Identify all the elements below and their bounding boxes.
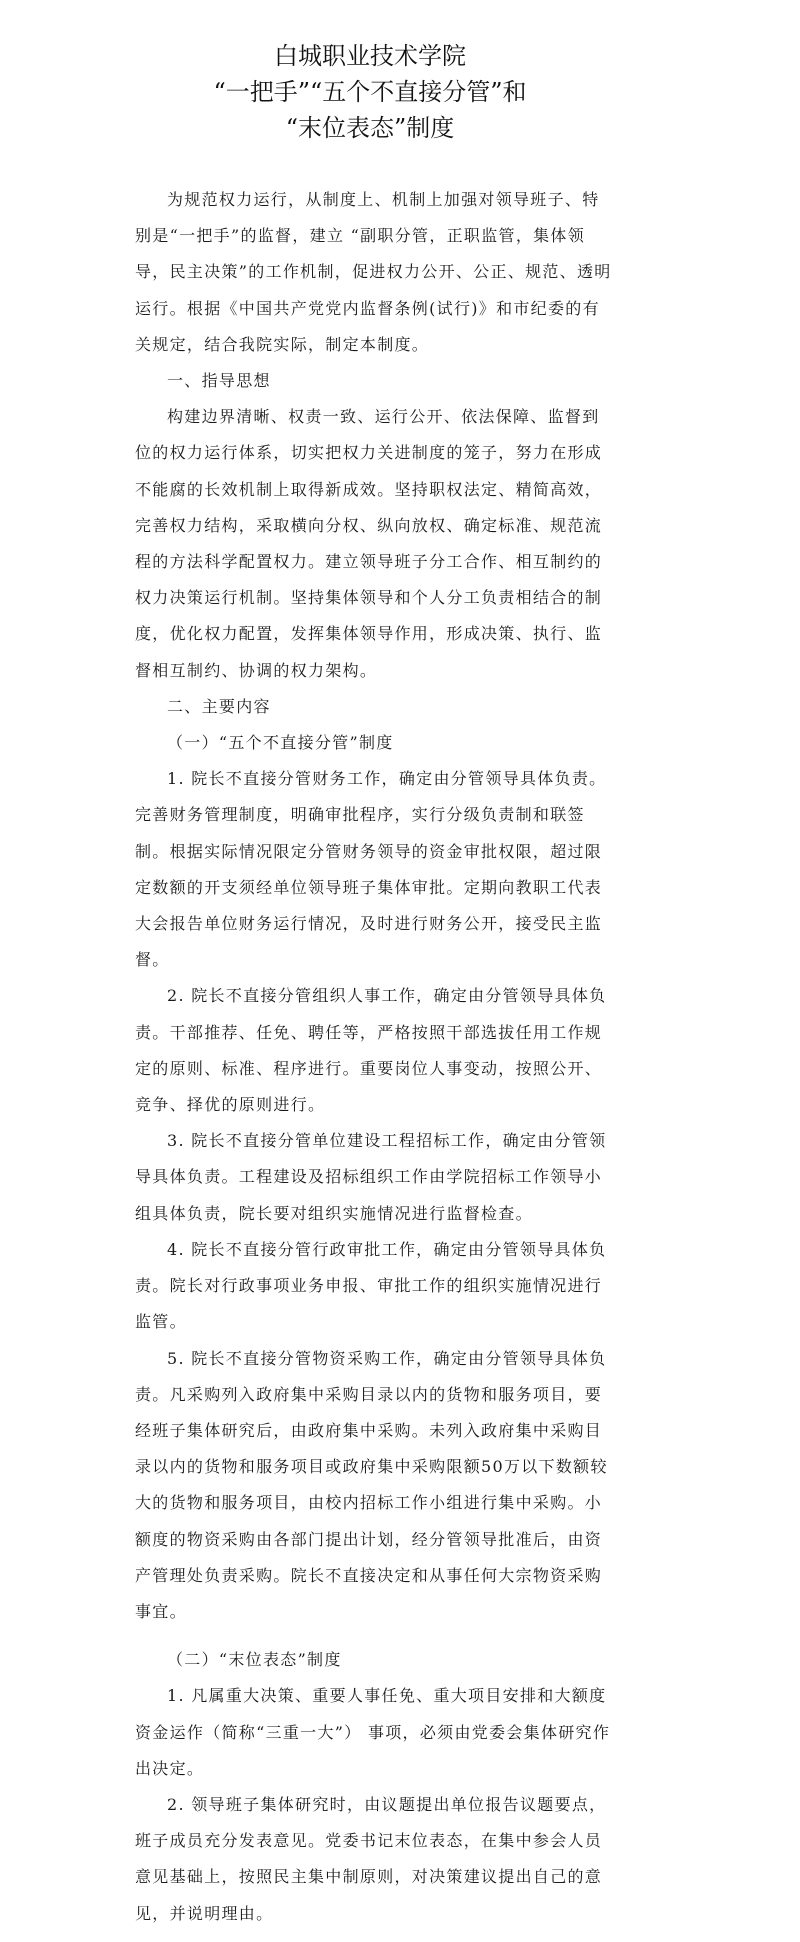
clause-paragraph: 2. 领导班子集体研究时，由议题提出单位报告议题要点，班子成员充分发表意见。党委书记末位表态，在集中参会人员意见基础上，按照民主集中制原则，对决策建议提出自己的意见，并说明理由。 [135,1794,607,1923]
section-heading-main-content: 二、主要内容 [167,696,271,716]
section-heading-guiding-ideology: 一、指导思想 [167,371,271,391]
document-title-line-3: “末位表态”制度 [285,114,455,142]
clause-paragraph: 2. 院长不直接分管组织人事工作，确定由分管领导具体负责。干部推荐、任免、聘任等，严格按照干部选拔任用工作规定的原则、标准、程序进行。重要岗位人事变动，按照公开、竞争、择优的原则进行。 [135,986,607,1115]
clause-paragraph: 1. 院长不直接分管财务工作，确定由分管领导具体负责。完善财务管理制度，明确审批程序，实行分级负责制和联签制。根据实际情况限定分管财务领导的资金审批权限，超过限定数额的开支须经单位领导班子集体审批。定期向教职工代表大会报告单位财务运行情况，及时进行财务公开，接受民主监督。 [135,769,607,970]
document-title-line-2: “一把手”“五个不直接分管”和 [213,78,527,106]
document-title-line-1: 白城职业技术学院 [274,42,466,70]
guiding-ideology-paragraph: 构建边界清晰、权责一致、运行公开、依法保障、监督到位的权力运行体系，切实把权力关进制度的笼子，努力在形成不能腐的长效机制上取得新成效。坚持职权法定、精简高效，完善权力结构，采取横向分权、纵向放权、确定标准、规范流程的方法科学配置权力。建立领导班子分工合作、相互制约的权力决策运行机制。坚持集体领导和个人分工负责相结合的制度，优化权力配置，发挥集体领导作用，形成决策、执行、监督相互制约、协调的权力架构。 [135,407,603,680]
subsection-heading-last-position-statement: （二）“末位表态”制度 [167,1650,342,1670]
clause-paragraph: 5. 院长不直接分管物资采购工作，确定由分管领导具体负责。凡采购列入政府集中采购目录以内的货物和服务项目，要经班子集体研究后，由政府集中采购。未列入政府集中采购目录以内的货物和服务项目或政府集中采购限额50万以下数额较大的货物和服务项目，由校内招标工作小组进行集中采购。小额度的物资采购由各部门提出计划，经分管领导批准后，由资产管理处负责采购。院长不直接决定和从事任何大宗物资采购事宜。 [135,1348,608,1621]
clause-paragraph: 3. 院长不直接分管单位建设工程招标工作，确定由分管领导具体负责。工程建设及招标组织工作由学院招标工作领导小组具体负责，院长要对组织实施情况进行监督检查。 [135,1131,607,1223]
clause-paragraph: 4. 院长不直接分管行政审批工作，确定由分管领导具体负责。院长对行政事项业务申报、审批工作的组织实施情况进行监管。 [135,1239,607,1332]
subsection-heading-five-not-direct: （一）“五个不直接分管”制度 [167,733,394,753]
intro-paragraph: 为规范权力运行，从制度上、机制上加强对领导班子、特别是“一把手”的监督，建立 “副职分管，正职监管，集体领导，民主决策”的工作机制，促进权力公开、公正、规范、透明运行。根据《中国共产党党内监督条例(试行)》和市纪委的有关规定，结合我院实际，制定本制度。 [135,190,612,354]
document-title [0,38,740,146]
clause-paragraph: 1. 凡属重大决策、重要人事任免、重大项目安排和大额度资金运作（简称“三重一大”） 事项，必须由党委会集体研究作出决定。 [135,1686,611,1778]
document-body [135,182,615,1932]
